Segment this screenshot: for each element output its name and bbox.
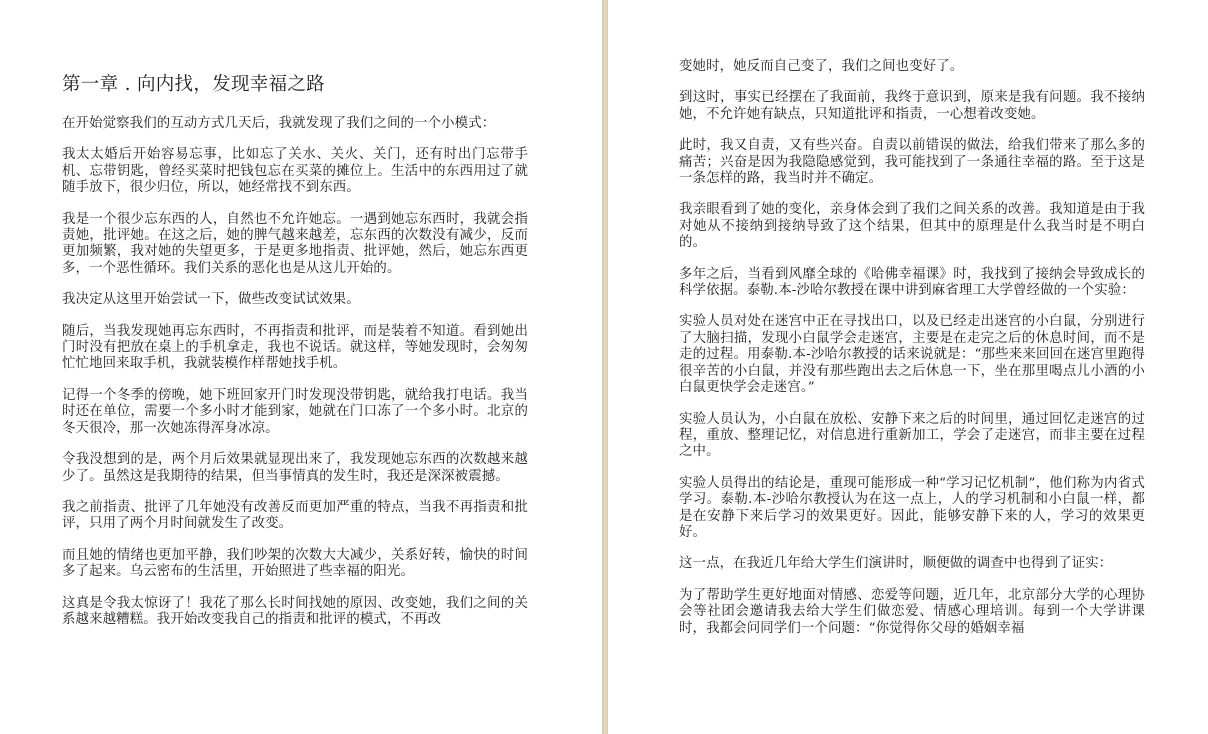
paragraph: 我亲眼看到了她的变化，亲身体会到了我们之间关系的改善。我知道是由于我对她从不接纳到接纳导致了这个结果，但其中的原理是什么我当时是不明白的。 <box>679 202 1145 251</box>
paragraph: 实验人员对处在迷宫中正在寻找出口，以及已经走出迷宫的小白鼠，分别进行了大脑扫描，发现小白鼠学会走迷宫，主要是在走完之后的休息时间，而不是走的过程。用泰勒.本-沙哈尔教授的话来说就是：“那些来来回回在迷宫里跑得很辛苦的小白鼠，并没有那些跑出去之后休息一下，坐在那里喝点儿小酒的小白鼠更快学会走迷宫。” <box>679 314 1145 396</box>
paragraph: 多年之后，当看到风靡全球的《哈佛幸福课》时，我找到了接纳会导致成长的科学依据。泰勒.本-沙哈尔教授在课中讲到麻省理工大学曾经做的一个实验： <box>679 266 1145 299</box>
chapter-title: 第一章 . 向内找，发现幸福之路 <box>62 74 325 95</box>
left-page <box>0 0 602 734</box>
paragraph: 为了帮助学生更好地面对情感、恋爱等问题，近几年，北京部分大学的心理协会等社团会邀请我去给大学生们做恋爱、情感心理培训。每到一个大学讲课时，我都会问同学们一个问题：“你觉得你父母的婚姻幸福 <box>679 587 1145 636</box>
paragraph: 变她时，她反而自己变了，我们之间也变好了。 <box>679 59 964 74</box>
paragraph: 在开始觉察我们的互动方式几天后，我就发现了我们之间的一个小模式： <box>62 116 496 131</box>
paragraph: 我决定从这里开始尝试一下，做些改变试试效果。 <box>62 292 360 308</box>
paragraph: 到这时，事实已经摆在了我面前，我终于意识到，原来是我有问题。我不接纳她，不允许她有缺点，只知道批评和指责，一心想着改变她。 <box>679 90 1145 122</box>
paragraph: 随后，当我发现她再忘东西时，不再指责和批评，而是装着不知道。看到她出门时没有把放在桌上的手机拿走，我也不说话。就这样，等她发现时，会匆匆忙忙地回来取手机，我就装模作样帮她找手机。 <box>62 323 528 372</box>
paragraph: 令我没想到的是，两个月后效果就显现出来了，我发现她忘东西的次数越来越少了。虽然这是我期待的结果，但当事情真的发生时，我还是深深被震撼。 <box>62 452 528 484</box>
paragraph: 实验人员认为，小白鼠在放松、安静下来之后的时间里，通过回忆走迷宫的过程，重放、整理记忆，对信息进行重新加工，学会了走迷宫，而非主要在过程之中。 <box>679 411 1145 460</box>
paragraph: 实验人员得出的结论是，重现可能形成一种“学习记忆机制”，他们称为内省式学习。泰勒.本-沙哈尔教授认为在这一点上，人的学习机制和小白鼠一样，都是在安静下来后学习的效果更好。因此，能够安静下来的人，学习的效果更好。 <box>679 475 1145 540</box>
right-page <box>608 0 1208 734</box>
paragraph: 我是一个很少忘东西的人，自然也不允许她忘。一遇到她忘东西时，我就会指责她，批评她。在这之后，她的脾气越来越差，忘东西的次数没有减少，反而更加频繁，我对她的失望更多，于是更多地指责、批评她，然后，她忘东西更多，一个恶性循环。我们关系的恶化也是从这儿开始的。 <box>62 211 528 276</box>
paragraph: 这一点，在我近几年给大学生们演讲时，顺便做的调查中也得到了证实： <box>679 556 1113 572</box>
paragraph: 我太太婚后开始容易忘事，比如忘了关水、关火、关门，还有时出门忘带手机、忘带钥匙，曾经买菜时把钱包忘在买菜的摊位上。生活中的东西用过了就随手放下，很少归位，所以，她经常找不到东西。 <box>62 147 528 196</box>
right-page-text-column <box>679 59 1145 652</box>
paragraph: 这真是令我太惊讶了！我花了那么长时间找她的原因、改变她，我们之间的关系越来越糟糕。我开始改变我自己的指责和批评的模式，不再改 <box>62 595 528 627</box>
paragraph: 我之前指责、批评了几年她没有改善反而更加严重的特点，当我不再指责和批评，只用了两个月时间就发生了改变。 <box>62 499 528 532</box>
left-page-text-column <box>62 72 528 643</box>
paragraph: 此时，我又自责，又有些兴奋。自责以前错误的做法，给我们带来了那么多的痛苦；兴奋是因为我隐隐感觉到，我可能找到了一条通往幸福的路。至于这是一条怎样的路，我当时并不确定。 <box>679 138 1145 187</box>
paragraph: 而且她的情绪也更加平静，我们吵架的次数大大减少，关系好转，愉快的时间多了起来。乌云密布的生活里，开始照进了些幸福的阳光。 <box>62 547 528 580</box>
paragraph: 记得一个冬季的傍晚，她下班回家开门时发现没带钥匙，就给我打电话。我当时还在单位，需要一个多小时才能到家，她就在门口冻了一个多小时。北京的冬天很冷，那一次她冻得浑身冰凉。 <box>62 387 528 436</box>
